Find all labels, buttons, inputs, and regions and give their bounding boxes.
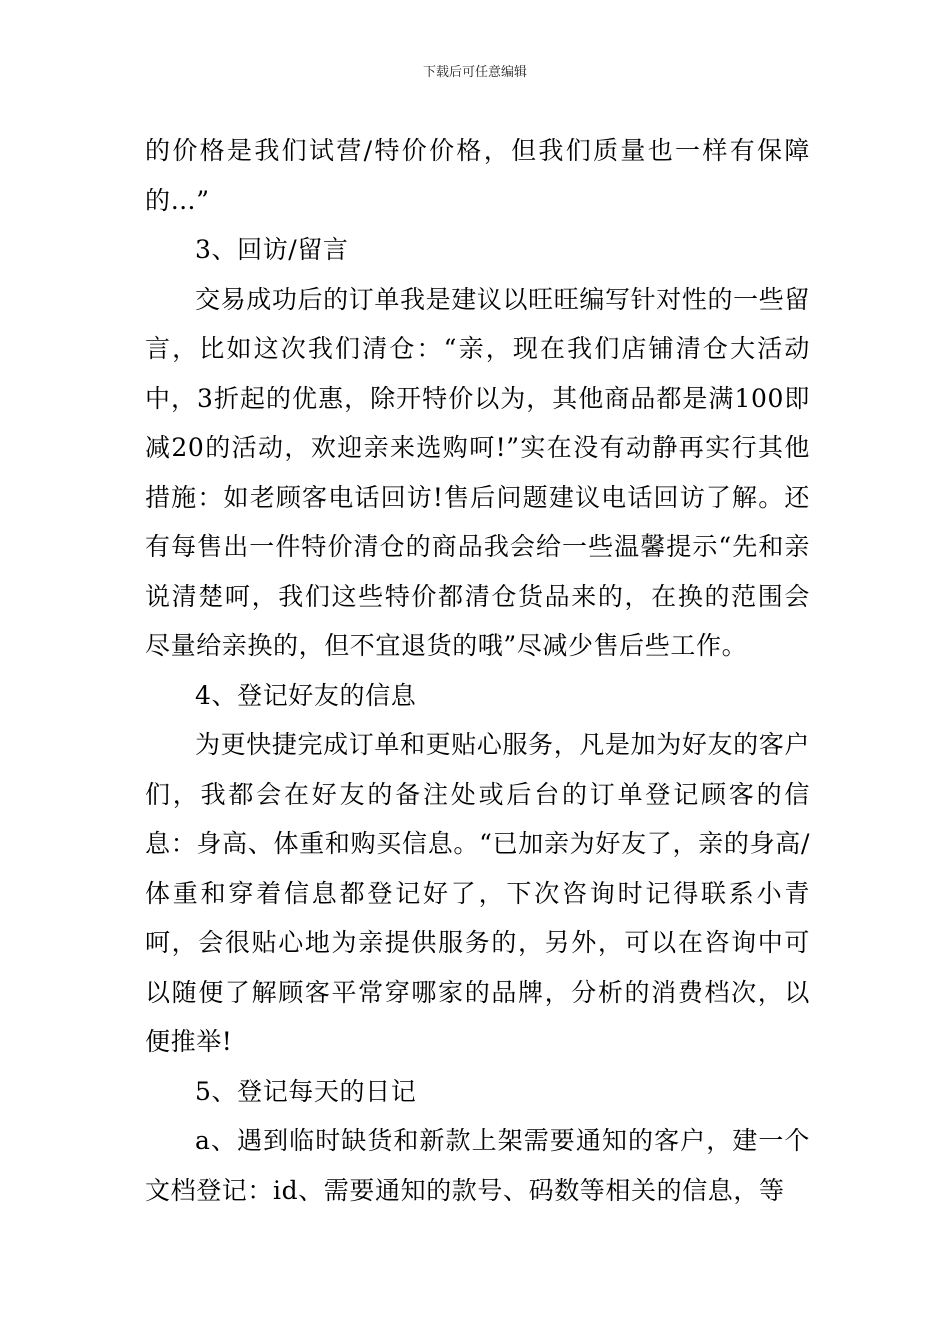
page-header: 下载后可任意编辑 (422, 65, 527, 80)
heading-daily-log: 5、登记每天的日记 (195, 1076, 417, 1106)
paragraph-register-friends: 为更快捷完成订单和更贴心服务，凡是加为好友的客户们，我都会在好友的备注处或后台的订单登记顾客的信息：身高、体重和购买信息。“已加亲为好友了，亲的身高/体重和穿着信息都登记好了，下次咨询时记得联系小青呵，会很贴心地为亲提供服务的，另外，可以在咨询中可以随便了解顾客平常穿哪家的品牌，分析的消费档次，以便推举! (145, 730, 810, 1056)
heading-register-friends: 4、登记好友的信息 (195, 680, 417, 710)
heading-followup-message: 3、回访/留言 (195, 235, 349, 264)
paragraph-followup-message: 交易成功后的订单我是建议以旺旺编写针对性的一些留言，比如这次我们清仓：“亲，现在我们店铺清仓大活动中，3折起的优惠，除开特价以为，其他商品都是满100即减20的活动，欢迎亲来选购呵!”实在没有动静再实行其他措施：如老顾客电话回访!售后问题建议电话回访了解。还有每售出一件特价清仓的商品我会给一些温馨提示“先和亲说清楚呵，我们这些特价都清仓货品来的，在换的范围会尽量给亲换的，但不宜退货的哦”尽减少售后些工作。 (145, 284, 810, 660)
paragraph-price-note: 的价格是我们试营/特价价格，但我们质量也一样有保障的…” (145, 136, 810, 215)
paragraph-daily-log: a、遇到临时缺货和新款上架需要通知的客户，建一个文档登记：id、需要通知的款号、码数等相关的信息，等 (145, 1126, 810, 1205)
document-body (145, 126, 810, 1215)
